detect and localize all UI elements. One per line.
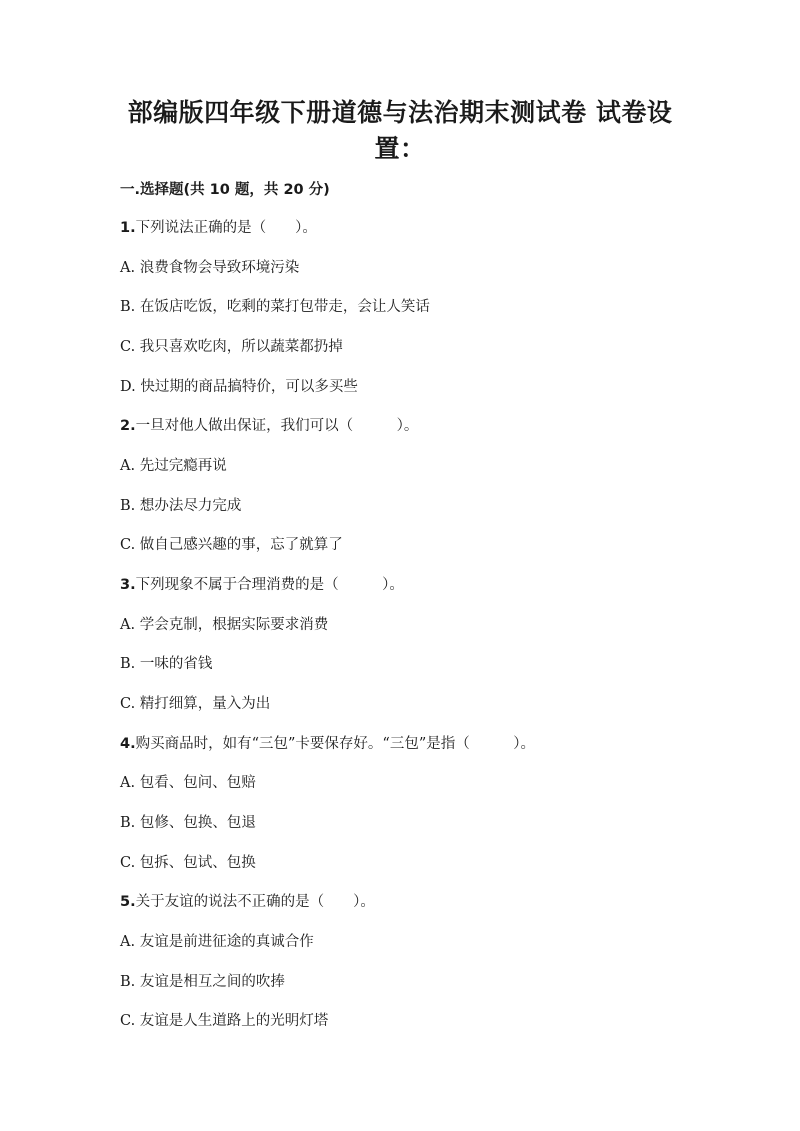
option-3c: C. 精打细算，量入为出: [120, 696, 271, 712]
question-number: 4.: [120, 736, 136, 752]
option-5a: A. 友谊是前进征途的真诚合作: [120, 934, 314, 950]
section-heading: 一.选择题(共 10 题，共 20 分): [120, 182, 330, 198]
question-number: 2.: [120, 418, 136, 434]
option-2c: C. 做自己感兴趣的事，忘了就算了: [120, 537, 343, 553]
question-number: 3.: [120, 577, 136, 593]
question-5: [120, 892, 375, 912]
option-4b: B. 包修、包换、包退: [120, 815, 256, 831]
question-1: [120, 218, 317, 238]
option-2b: B. 想办法尽力完成: [120, 498, 242, 514]
option-1c: C. 我只喜欢吃肉，所以蔬菜都扔掉: [120, 339, 343, 355]
option-2a: A. 先过完瘾再说: [120, 458, 227, 474]
option-4c: C. 包拆、包试、包换: [120, 855, 256, 871]
question-4: [120, 734, 535, 754]
question-stem: 下列说法正确的是（ ）。: [135, 220, 317, 236]
option-3b: B. 一味的省钱: [120, 656, 213, 672]
question-stem: 下列现象不属于合理消费的是（ ）。: [135, 577, 404, 593]
question-stem: 关于友谊的说法不正确的是（ ）。: [135, 894, 375, 910]
question-number: 1.: [120, 220, 136, 236]
question-stem: 一旦对他人做出保证，我们可以（ ）。: [135, 418, 419, 434]
option-1a: A. 浪费食物会导致环境污染: [120, 260, 300, 276]
option-3a: A. 学会克制，根据实际要求消费: [120, 617, 329, 633]
question-number: 5.: [120, 894, 136, 910]
option-1b: B. 在饭店吃饭，吃剩的菜打包带走，会让人笑话: [120, 299, 430, 315]
option-5b: B. 友谊是相互之间的吹捧: [120, 974, 285, 990]
option-5c: C. 友谊是人生道路上的光明灯塔: [120, 1013, 329, 1029]
question-3: [120, 575, 404, 595]
question-2: [120, 416, 418, 436]
option-1d: D. 快过期的商品搞特价，可以多买些: [120, 379, 358, 395]
question-stem: 购买商品时，如有“三包”卡要保存好。“三包”是指（ ）。: [135, 736, 536, 752]
option-4a: A. 包看、包问、包赔: [120, 775, 256, 791]
page-title: 部编版四年级下册道德与法治期末测试卷 试卷设置：: [127, 98, 673, 163]
